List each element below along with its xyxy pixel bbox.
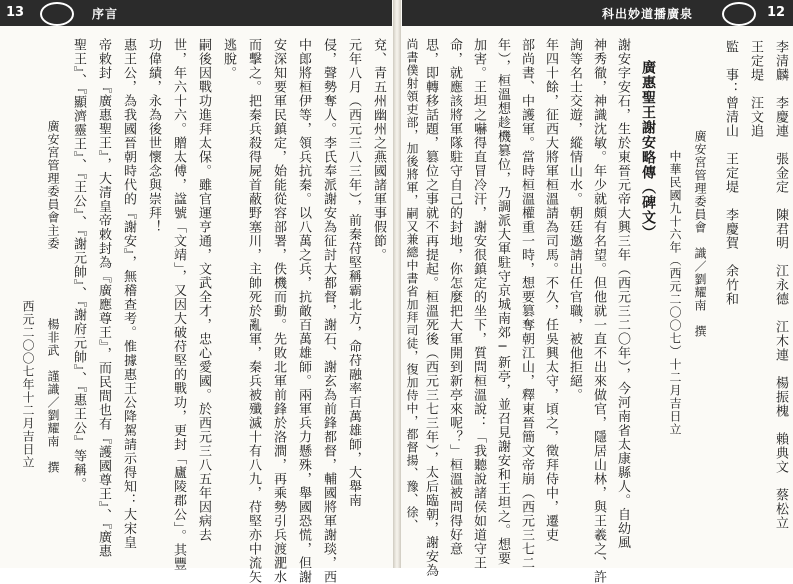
right-body-column: 尚書僕射領吏部，加後將軍，嗣又兼總中書省加拜司徒，復加侍中，都督揚、豫、徐、 (405, 38, 419, 532)
right-body-column: 年），桓溫想趁機篡位，乃調派大軍駐守京城南郊─新亭，並召見謝安和王坦之。想要 (495, 38, 510, 566)
left-body-column: 帝敕封『廣惠聖王』，大清皇帝敕封為『廣應尊王』，而民間也有『護國尊王』、『廣惠 (96, 38, 111, 558)
left-body-column: 嗣後因戰功進拜太保。雖官運亨通，文武全才，忠心愛國。於西元三八五年因病去 (196, 38, 211, 542)
right-page-number: 12 (767, 5, 786, 20)
right-org-signature: 廣安宮管理委員會 識／劉耀南 撰 (693, 130, 707, 338)
staff-row: 李清麟 李慶連 張金定 陳君明 江永德 江木連 楊振槐 賴典文 蔡松立 (773, 40, 788, 530)
left-page-header-title: 序言 (92, 7, 119, 21)
right-date: 中華民國九十六年（西元二〇〇七）十二月吉日立 (668, 150, 682, 436)
left-signature-name: 楊非武 謹識／劉耀南 撰 (46, 318, 60, 474)
left-signature-date: 西元二〇〇七年十二月吉日立 (21, 300, 35, 469)
staff-row: 王定堤 汪文追 (748, 40, 763, 138)
left-body-column: 聖王』、『顯濟靈王』、『王公』、『謝元帥』、『謝府元帥』、『惠王公』等稱。 (71, 38, 86, 491)
right-page-header (402, 0, 793, 26)
right-page-header-title: 科出妙道播廣泉 (602, 7, 694, 21)
left-body-column: 世，年六十六。贈太傅，諡號「文靖」，又因大破苻堅的戰功，更封「廬陵郡公」。其豐 (171, 38, 186, 571)
left-body-column: 功偉績，永為後世懷念與崇拜！ (146, 38, 161, 234)
right-body-column: 謝安字安石，生於東晉元帝大興三年（西元三二〇年），今河南省太康縣人。自幼風 (615, 38, 630, 550)
right-body-column: 神秀徹，神識沈敏。年少就頗有名望。但他就一直不出來做官，隱居山林，與王羲之、許 (591, 38, 606, 584)
left-body-column: 侵，聲勢奪人。李氏奉派謝安為征討大都督，謝石、謝玄為前鋒都督，輔國將軍謝琰，西 (321, 38, 336, 584)
right-body-column: 年四十餘，征西大將軍桓溫請為司馬。不久，任吳興太守，頃之，徵拜侍中，遷吏 (543, 38, 558, 542)
left-signature-org-text: 廣安宮管理委員會主委 (46, 120, 60, 250)
dragon-emblem-icon (40, 2, 74, 26)
left-page-header (0, 0, 392, 26)
article-title: 廣惠聖王謝安略傳（碑文） (640, 60, 656, 240)
right-body-column: 思，即轉移話題，篡位之事就不再提起。桓溫死後（西元三七三年），太后臨朝，謝安為 (423, 38, 438, 578)
left-body-column: 兗、青五州幽州之燕國諸軍事假節。 (371, 38, 386, 262)
right-body-column: 加害。王坦之嚇得直冒冷汗，謝安很鎮定的坐下，質問桓溫說：「我聽說諸侯如道守王 (471, 38, 486, 570)
right-body-column: 詢等名士交遊，縱情山水。朝廷邀請出任官職，被他拒絕。 (567, 38, 582, 402)
left-page-number: 13 (6, 5, 25, 20)
left-body-column: 元年八月（西元三八三年），前秦苻堅稱霸北方，命苻融率百萬雄師，大舉南 (346, 38, 361, 508)
left-body-column: 安深知要軍民鎮定，始能從容部署，佚機而動。先敗北軍前鋒於洛澗，再乘勢引兵渡淝水 (271, 38, 286, 584)
left-signature-org (43, 120, 63, 250)
left-body-column: 逃脫。 (221, 38, 236, 80)
left-body-column: 惠王公，為我國晉朝時代的『謝安』，無稽查考。惟據惠王公降駕請示得知：大宋皇 (121, 38, 136, 550)
left-body-column: 而擊之。把秦兵殺得屍首蔽野塞川，主帥死於亂軍，秦兵被殲滅十有八九，苻堅亦中流矢 (246, 38, 261, 584)
right-body-column: 命，就應該將軍隊駐守自己的封地，你怎麼把大軍開到新亭來呢？」桓溫被問得好意 (447, 38, 462, 556)
left-body-column: 中郎將桓伊等，領兵抗秦。以八萬之兵，抗敵百萬雄師。兩軍兵力懸殊，舉國恐慌，但謝 (296, 38, 311, 584)
page-gutter (393, 0, 401, 568)
staff-row: 監 事：曾清山 王定堤 李慶賀 余竹和 (723, 40, 738, 306)
dragon-emblem-icon (722, 2, 756, 26)
right-body-column: 部尚書、中護軍。當時桓溫權重一時，想要篡奪朝江山，釋東晉簡文帝崩（西元三七二 (519, 38, 534, 570)
